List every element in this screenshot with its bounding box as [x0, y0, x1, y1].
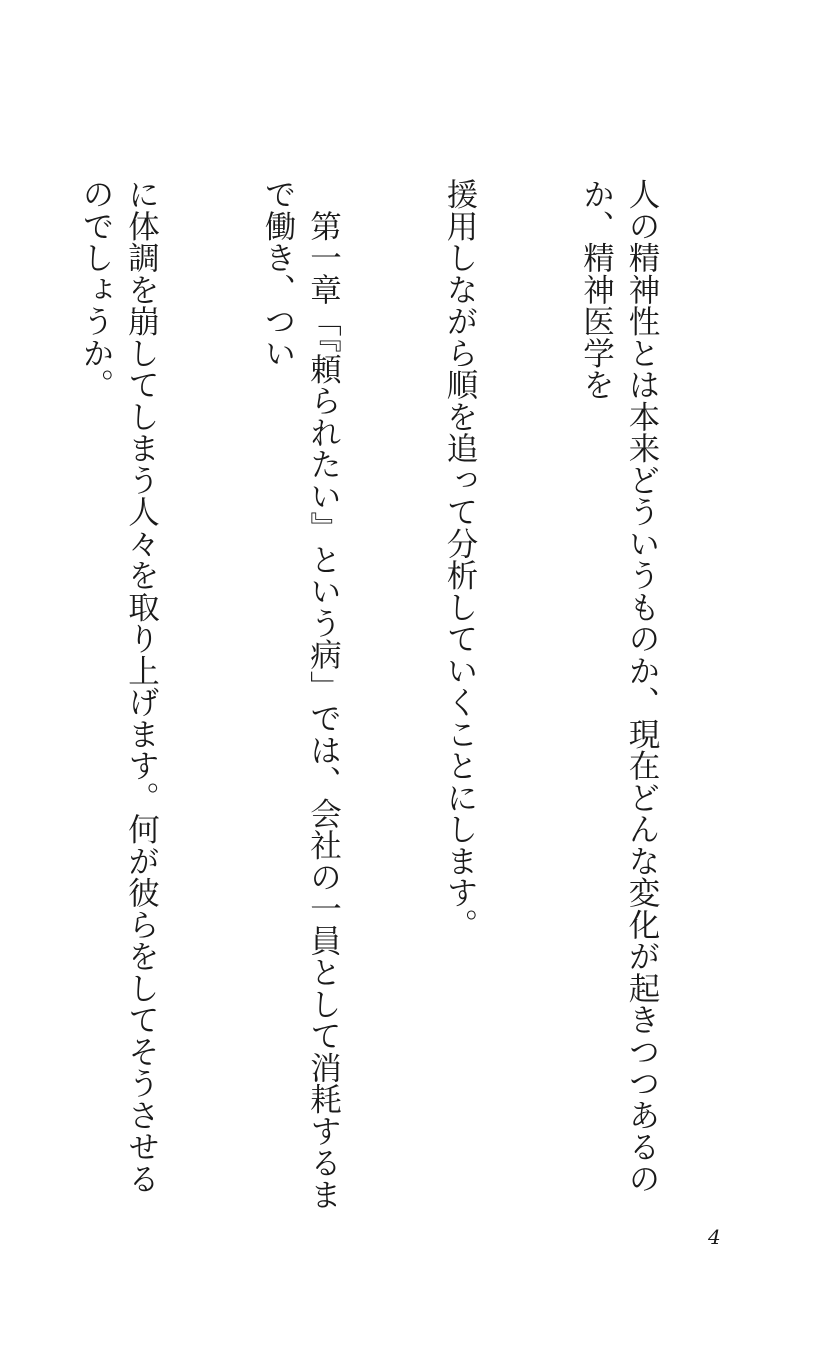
text-line: に体調を崩してしまう人々を取り上げます。何が彼らをしてそうさせるのでしょうか。	[78, 178, 160, 1194]
body-text	[0, 178, 755, 1218]
text-line: 人の精神性とは本来どういうものか、現在どんな変化が起きつつあるのか、精神医学を	[578, 178, 660, 1194]
page-number: 4	[708, 1225, 721, 1249]
text-line: 援用しながら順を追って分析していくことにします。	[442, 178, 478, 940]
text-line: 第一章「『頼られたい』という病」では、会社の一員として消耗するまで働き、つい	[260, 178, 342, 1210]
